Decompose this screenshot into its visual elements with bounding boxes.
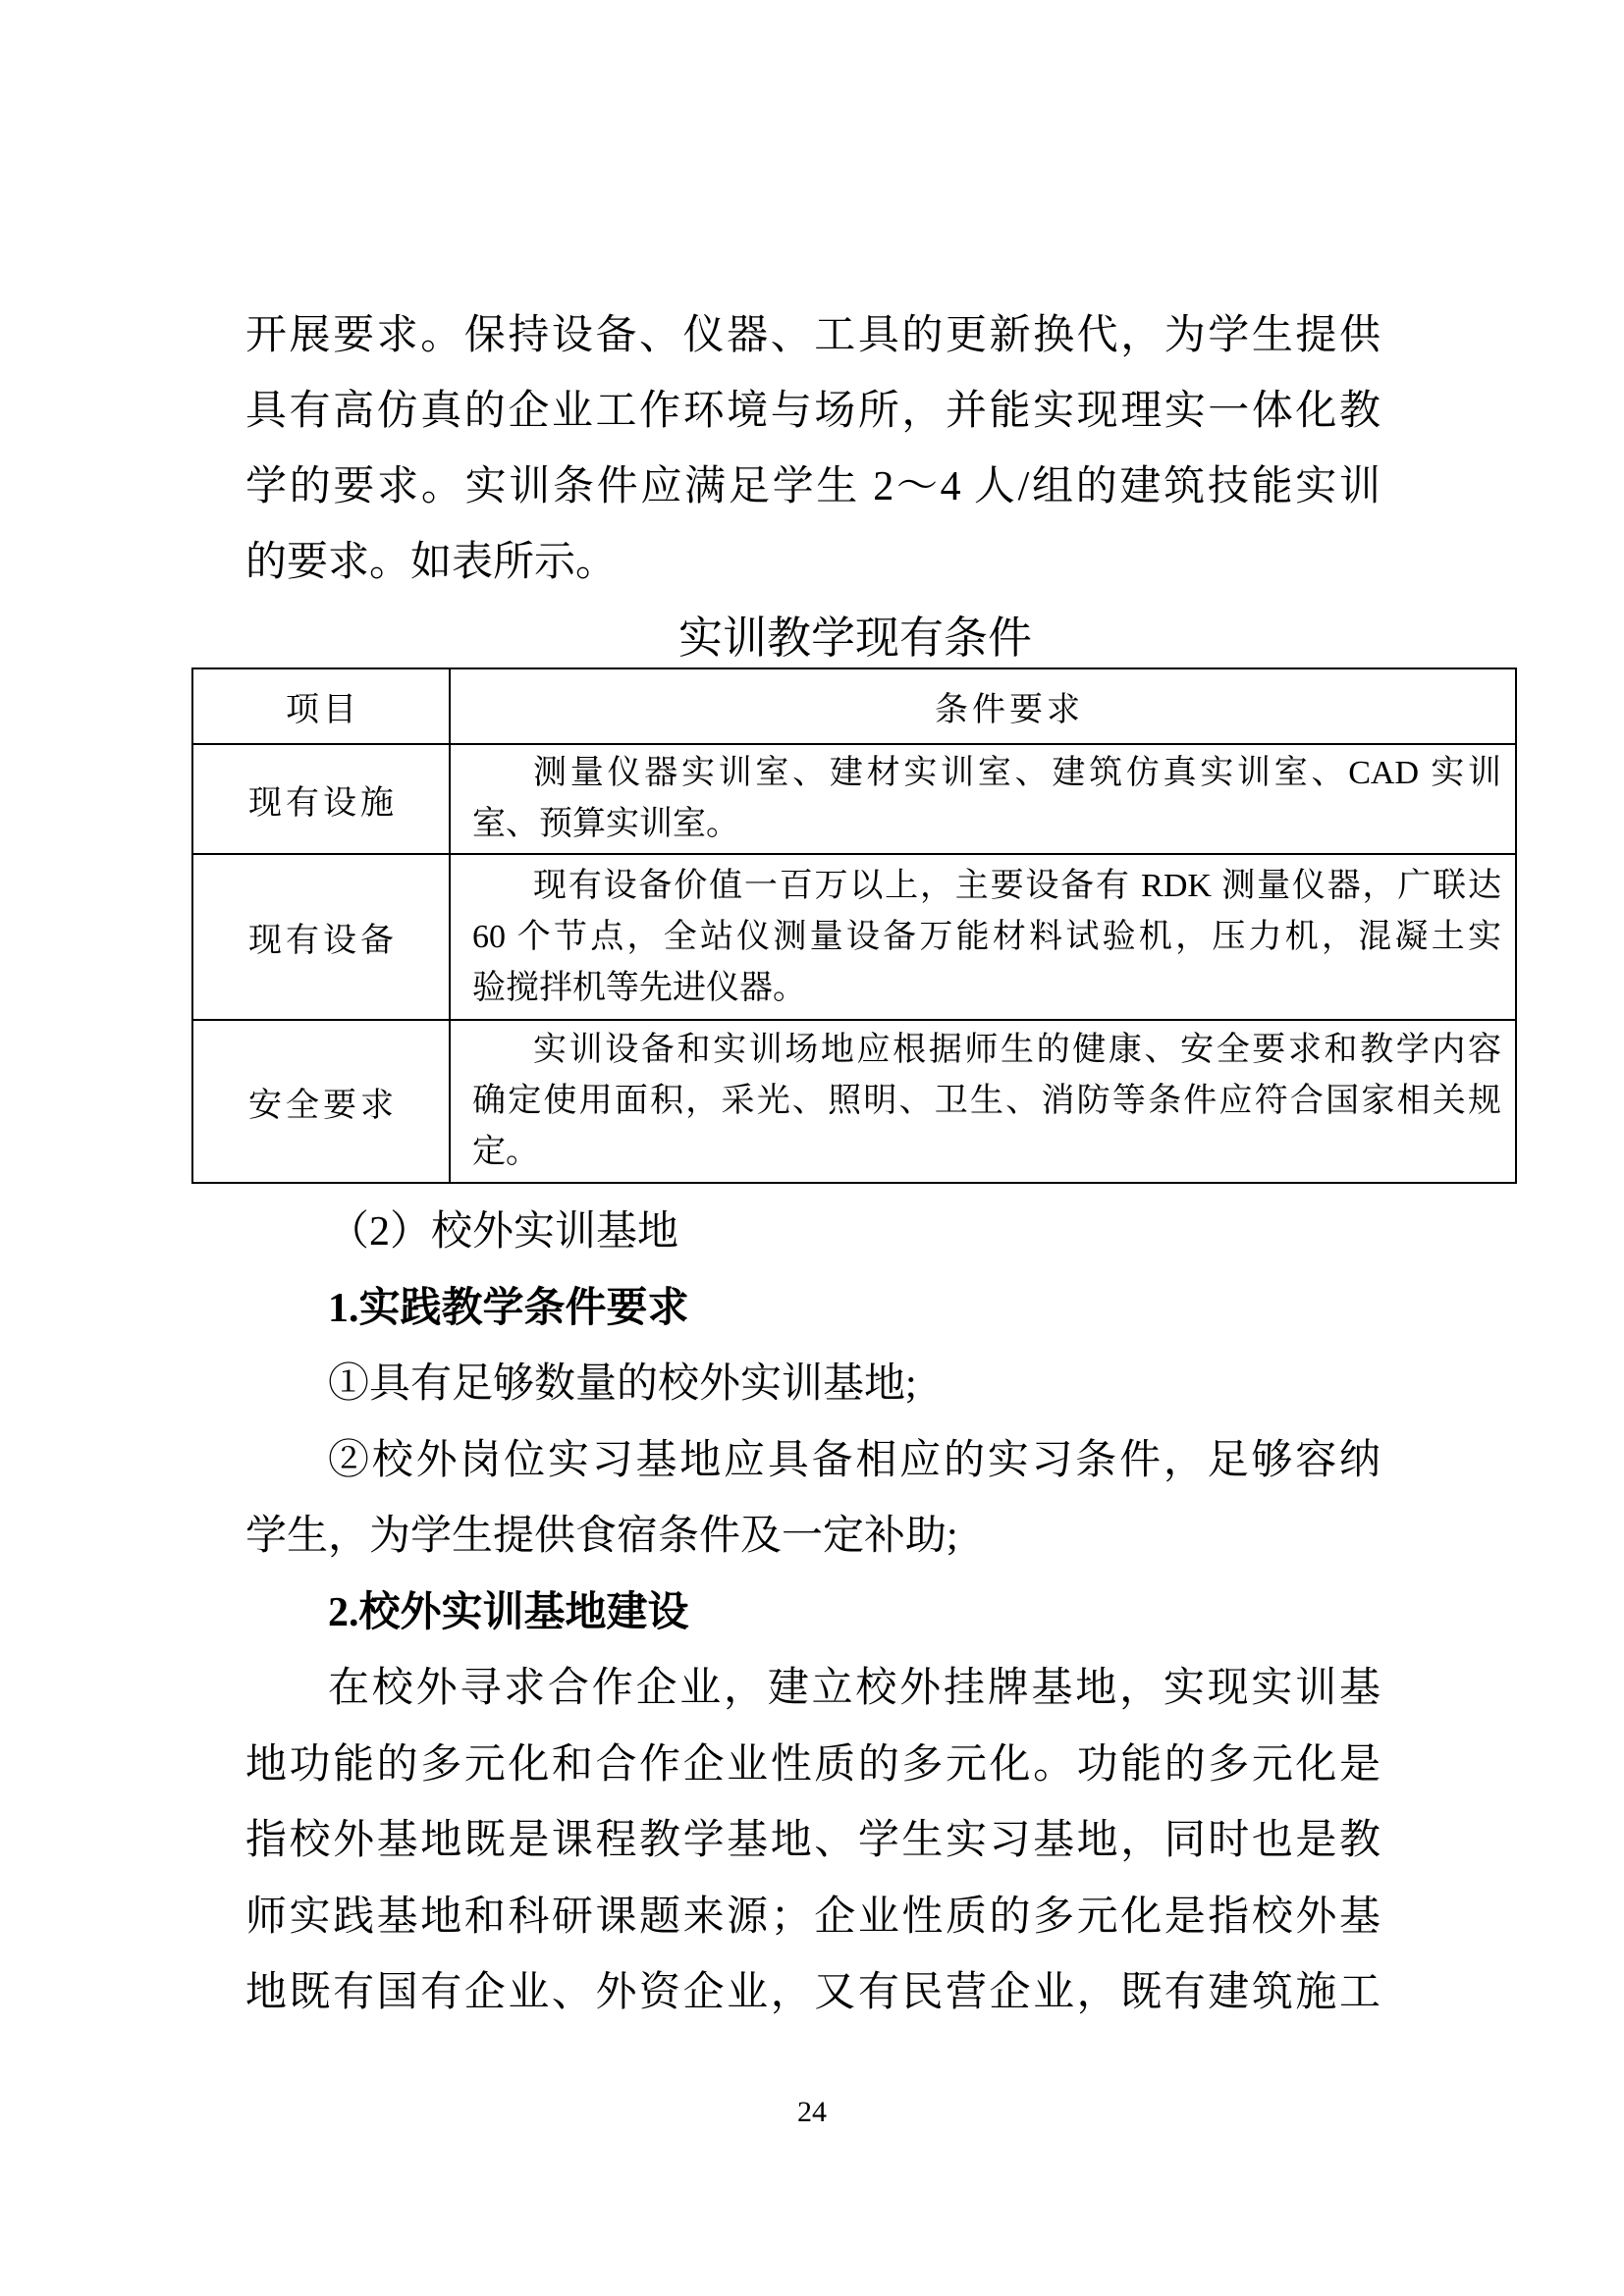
section-line: 学生，为学生提供食宿条件及一定补助;	[245, 1514, 958, 1559]
cell-content-line: 验搅拌机等先进仪器。	[472, 969, 806, 1006]
section-line: 指校外基地既是课程教学基地、学生实习基地，同时也是教	[245, 1818, 1380, 1863]
body-paragraph	[245, 298, 1380, 676]
body-line: 的要求。如表所示。	[245, 540, 618, 585]
table-caption: 实训教学现有条件	[677, 614, 1032, 663]
row-content-cell	[450, 1020, 1516, 1183]
section-block	[245, 1195, 1380, 2032]
section-line: （2）校外实训基地	[328, 1209, 679, 1255]
heading-line: 1.实践教学条件要求	[328, 1285, 689, 1331]
cell-content-line: 实训设备和实训场地应根据师生的健康、安全要求和教学内容	[533, 1032, 1501, 1068]
row-content-cell	[450, 744, 1516, 854]
body-line: 具有高仿真的企业工作环境与场所，并能实现理实一体化教	[245, 389, 1380, 434]
row-label-cell: 安全要求	[192, 1020, 450, 1183]
cell-content-line: 测量仪器实训室、建材实训室、建筑仿真实训室、CAD 实训	[533, 755, 1501, 791]
section-line: ②校外岗位实习基地应具备相应的实习条件，足够容纳	[328, 1437, 1380, 1483]
row-label-cell: 现有设施	[192, 744, 450, 854]
body-line: 开展要求。保持设备、仪器、工具的更新换代，为学生提供	[245, 313, 1380, 358]
header-cell-item: 项目	[192, 668, 450, 744]
section-line: ①具有足够数量的校外实训基地;	[328, 1362, 917, 1407]
cell-content-line: 室、预算实训室。	[472, 806, 739, 842]
table-row	[192, 744, 1516, 854]
section-line: 师实践基地和科研课题来源；企业性质的多元化是指校外基	[245, 1894, 1380, 1940]
cell-content-line: 现有设备价值一百万以上，主要设备有 RDK 测量仪器，广联达	[533, 867, 1501, 904]
row-label-cell: 现有设备	[192, 854, 450, 1020]
page-number: 24	[797, 2096, 827, 2128]
cell-content-line: 确定使用面积，采光、照明、卫生、消防等条件应符合国家相关规	[472, 1083, 1501, 1119]
table-row	[192, 1020, 1516, 1183]
section-line: 地功能的多元化和合作企业性质的多元化。功能的多元化是	[245, 1741, 1380, 1788]
cell-content-line: 60 个节点，全站仪测量设备万能材料试验机，压力机，混凝土实	[472, 918, 1501, 955]
body-line: 学的要求。实训条件应满足学生 2～4 人/组的建筑技能实训	[245, 464, 1380, 509]
header-cell-requirement: 条件要求	[450, 668, 1516, 744]
conditions-table	[191, 667, 1517, 1184]
table-row	[192, 854, 1516, 1020]
cell-content-line: 定。	[472, 1134, 539, 1170]
row-content-cell	[450, 854, 1516, 1020]
section-line: 地既有国有企业、外资企业，又有民营企业，既有建筑施工	[245, 1970, 1380, 2015]
heading-line: 2.校外实训基地建设	[328, 1589, 689, 1635]
section-line: 在校外寻求合作企业，建立校外挂牌基地，实现实训基	[328, 1666, 1380, 1711]
table-header-row	[192, 668, 1516, 744]
